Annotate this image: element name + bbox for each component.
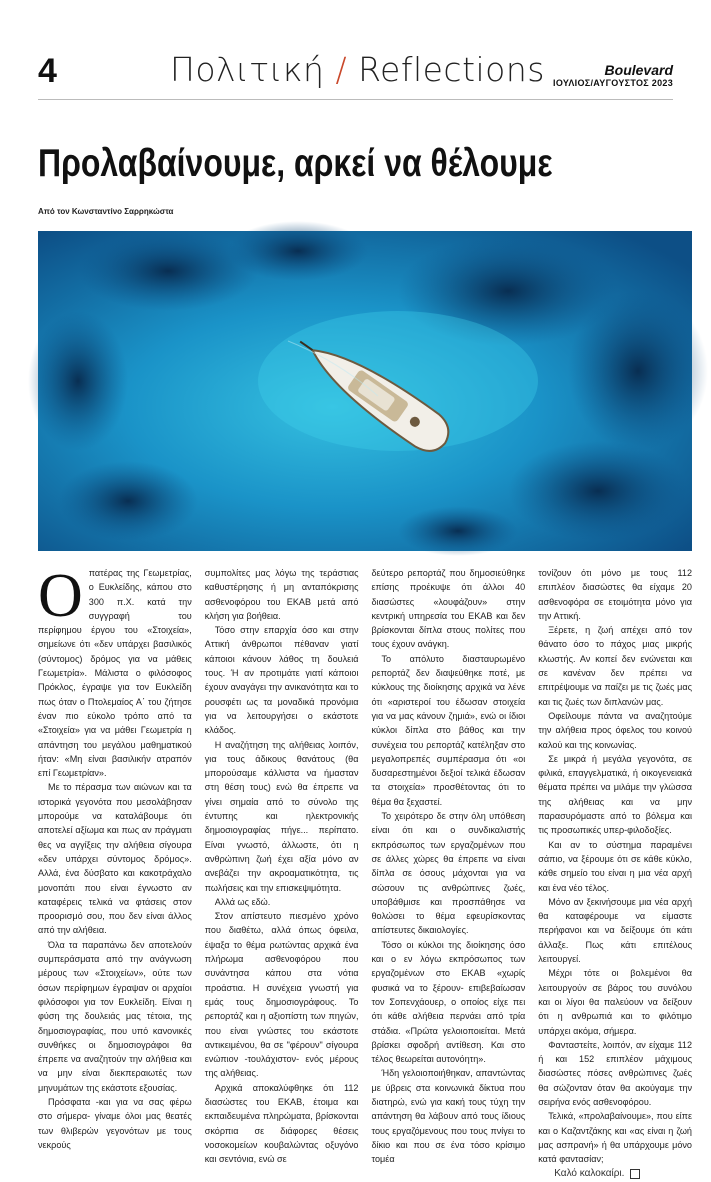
section-title-gr: Πολιτική [170,50,325,89]
paragraph: Τόσο οι κύκλοι της διοίκησης όσο και ο εν λόγω εκπρόσωπος των εργαζομένων στο ΕΚΑΒ «χωρίς φυσικά να το ξέρουν- επιβεβαίωσαν τον Σοπενχάουερ, ο οποίος είχε πει ότι κάθε αλήθεια περνάει από τρία στάδια. «Πρώτα γελοιοποιείται. Μετά βρίσκει σφοδρή αντίθεση. Και στο τέλος θεωρείται αυτονόητη». [371,939,526,1065]
article-column-3 [371,566,526,1165]
article-byline: Από τον Κωνσταντίνο Σαρρηκώστα [38,207,174,216]
issue-date: ΙΟΥΛΙΟΣ/ΑΥΓΟΥΣΤΟΣ 2023 [553,78,673,88]
drop-cap: Ο [38,562,83,630]
paragraph: Η αναζήτηση της αλήθειας λοιπόν, για τους άδικους θανάτους (θα μπορούσαμε κάλλιστα να ήμασταν στη θέση τους) ενώ θα έπρεπε να γίνει σημαία από το σύνολο της έντυπης και ηλεκτρονικής δημοσιογραφίας πήγε... περίπατο. Είναι γνωστό, άλλωστε, ότι η ανθρώπινη ζωή έχει αξία μόνο αν ανεβάζει την ακροαματικότητα, τις πωλήσεις και την επισκεψιμότητα. [204,739,359,893]
page-number: 4 [38,52,57,90]
article-headline: Προλαβαίνουμε, αρκεί να θέλουμε [38,142,553,185]
section-slash: / [335,50,348,89]
paragraph: δεύτερο ρεπορτάζ που δημοσιεύθηκε επίσης προέκυψε ότι άλλοι 40 διασώστες «λουφάζουν» στην κεντρική υπηρεσία του ΕΚΑΒ και δεν βρίσκονται δίπλα στους πολίτες που τους έχουν ανάγκη. [371,568,526,650]
article-photo [38,231,692,551]
paragraph: Μόνο αν ξεκινήσουμε μια νέα αρχή θα καταφέρουμε να είμαστε περήφανοι και να δείξουμε ότι κάτι άλλαξε. Πως κάτι επιτέλους λειτουργεί. [538,896,692,965]
paragraph: Με το πέρασμα των αιώνων και τα ιστορικά γεγονότα που μεσολάβησαν μπορούμε να καταλάβουμε ότι αποτελεί αξίωμα και πως αν πράγματι θες να αγγίξεις την αλήθεια σίγουρα «δεν υπάρχει σύντομος δρόμος». Αλλά, ένα δύσβατο και κακοτράχαλο μονοπάτι που είναι έγνωστο αν καταφέρεις τελικά να φτάσεις στον προορισμό σου, που δεν είναι άλλος από την αλήθεια. [38,782,192,936]
signoff-line [538,1166,692,1181]
paragraph: Αρχικά αποκαλύφθηκε ότι 112 διασώστες του ΕΚΑΒ, έτοιμα και εκπαιδευμένα πληρώματα, βρίσκονται σκόρπια σε διάφορες θέσεις νοσοκομείων κουβαλώντας οξυγόνο και σεντόνια, ενώ σε [204,1082,359,1165]
paragraph: Όλα τα παραπάνω δεν αποτελούν συμπεράσματα από την ανάγνωση μέρους των «Στοιχείων», ούτε των όσων περίφημων έγραψαν οι αρχαίοι φιλόσοφοι για τον Ευκλείδη. Είναι η φύση της δουλειάς μας τέτοια, της δημοσιογραφίας, που υπό κανονικές συνθήκες οι δημοσιογράφοι θα έπρεπε να αναζητούν την αλήθεια και να μην είναι διεκπεραιωτές των μηνυμάτων της εκάστοτε εξουσίας. [38,939,192,1093]
masthead [553,62,673,88]
paragraph: τονίζουν ότι μόνο με τους 112 επιπλέον διασώστες θα είχαμε 20 ασθενοφόρα σε ετοιμότητα μόνο για την Αττική. [538,568,692,621]
paragraph: Οφείλουμε πάντα να αναζητούμε την αλήθεια προς όφελος του κοινού καλού και της κοινωνίας. [538,710,692,750]
paragraph: Φανταστείτε, λοιπόν, αν είχαμε 112 ή και 152 επιπλέον μάχιμους διασώστες πόσες ανθρώπινες ζωές θα σώζονταν όταν θα ακούγαμε την σειρήνα ενός ασθενοφόρου. [538,1039,692,1107]
paragraph: Τελικά, «προλαβαίνουμε», που είπε και ο Καζαντζάκης και «ας είναι η ζωή μας ασπρανή» ή θα υπάρχουμε μόνο κατά φαντασίαν; [538,1111,692,1165]
paragraph: συμπολίτες μας λόγω της τεράστιας καθυστέρησης ή μη ανταπόκρισης ασθενοφόρου του ΕΚΑΒ μετά από κλήση για βοήθεια. [204,568,359,621]
brand-logo: Boulevard [604,62,673,78]
paragraph: Και αν το σύστημα παραμένει σάπιο, να ξέρουμε ότι σε κάθε κύκλο, κάθε σημείο του είναι η μια νέα αρχή και ένα νέο τέλος. [538,839,692,893]
paragraph: Τόσο στην επαρχία όσο και στην Αττική άνθρωποι πέθαναν γιατί κάποιοι κάνουν λάθος τη δουλειά τους. Ή αν προτιμάτε γιατί κάποιοι έχουν αναγάγει την ανικανότητα και το ρουσφέτι ως τα μοναδικά προνόμια για να λειτουργήσει ο εκάστοτε κλάδος. [204,625,359,736]
paragraph: Πρόσφατα -και για να σας φέρω στο σήμερα- γίναμε όλοι μας θεατές των θλιβερών γεγονότων με τους νεκρούς [38,1096,192,1150]
section-title-en: Reflections [358,50,545,89]
end-of-article-icon [630,1169,640,1179]
article-column-2 [204,566,359,1165]
section-title [170,50,545,89]
article-column-4 [538,566,692,1180]
header-divider [38,99,673,100]
paragraph: Ήδη γελοιοποιήθηκαν, απαντώντας με ύβρεις στα κοινωνικά δίκτυα που διατηρώ, ενώ για κακή τους τύχη την απάντηση θα λάβουν από τους ίδιους τους εργαζόμενους που τους πνίγει το δίκιο και που σε ένα τόσο κρίσιμο τομέα [371,1068,526,1165]
paragraph: Ξέρετε, η ζωή απέχει από τον θάνατο όσο το πάχος μιας μικρής κλωστής. Αν κοπεί δεν ενώνεται και σε κανέναν δεν πρέπει να επιτρέψουμε να παίζει με τις ζωές μας και τις ζωές των διπλανών μας. [538,625,692,707]
paragraph: Μέχρι τότε οι βολεμένοι θα λειτουργούν σε βάρος του συνόλου και οι λίγοι θα παλεύουν να δείξουν ότι η ανθρωπιά και το φιλότιμο υπάρχει ακόμα, σήμερα. [538,968,692,1036]
paragraph: Αλλά ως εδώ. [214,896,271,907]
paragraph: πατέρας της Γεωμετρίας, ο Ευκλείδης, κάπου στο 300 π.Χ. κατά την συγγραφή του περίφημου έργου του «Στοιχεία», σημείωνε ότι «δεν υπάρχει βασιλικός (σύντομος) δρόμος για να μάθεις Γεωμετρία». Μάλιστα ο φιλόσοφος Πρόκλος, έγραψε για τον Ευκλείδη πως όταν ο Πτολεμαίος Α΄ του ζήτησε έναν πιο εύκολο τρόπο από τα «Στοιχεία» για να μάθει Γεωμετρία η απάντηση του μεγάλου μαθηματικού ήταν: «Μη είναι βασιλικήν ατραπόν επί Γεωμετρίαν». [38,568,192,779]
paragraph: Το χειρότερο δε στην όλη υπόθεση είναι ότι και ο συνδικαλιστής εκπρόσωπος των εργαζομένων που σε άλλες χώρες θα έπρεπε να είναι δίπλα σε όσους μάχονται για να σώσουν τις ανθρώπινες ζωές, υποβάθμισε και προσπάθησε να θολώσει το θέμα εφευρίσκοντας απίστευτες δικαιολογίες. [371,811,526,936]
article-body [38,562,692,1180]
paragraph: Σε μικρά ή μεγάλα γεγονότα, σε φιλικά, επαγγελματικά, ή οικογενειακά θέματα πρέπει να μιλάμε την γλώσσα της αλήθειας και να μην παρασυρόμαστε από το βόλεμα και τις προσωπικές υπερ-φιλοδοξίες. [538,753,692,836]
article-column-1 [38,562,192,1150]
aerial-boat-photo-icon [38,231,692,551]
signoff: Καλό καλοκαίρι. [554,1168,625,1180]
paragraph: Το απόλυτο διασταυρωμένο ρεπορτάζ δεν διαψεύθηκε ποτέ, με κύκλους της διοίκησης αρχικά να λένε ότι «αριστεροί του έδωσαν στοιχεία για να μας κάνουν ζημιά», ενώ οι ίδιοι κύκλοι δίπλα στο βάθος και την συνέχεια του ρεπορτάζ κατέληξαν στο μεγαλοπρεπές συμπέρασμα ότι «οι δυσαρεστημένοι δεξιοί τελικά έδωσαν τα στοιχεία» προσθέτοντας ότι το θέμα θα ξεχαστεί. [371,653,526,807]
paragraph: Στον απίστευτο πιεσμένο χρόνο που διαθέτω, αλλά όπως όφειλα, έψαξα το θέμα ρωτώντας αρχικά ένα πλήρωμα ασθενοφόρου που συνάντησα κάπου στα νότια προάστια. Η συνέχεια γνωστή για εμάς τους δημοσιογράφους. Το ρεπορτάζ και η αξιοπίστη των πηγών, που είναι γνώστες του εκάστοτε αντικειμένου, θα σε "φέρουν" σίγουρα ενώπιον -τουλάχιστον- ενός μέρους της αλήθειας. [204,911,359,1079]
